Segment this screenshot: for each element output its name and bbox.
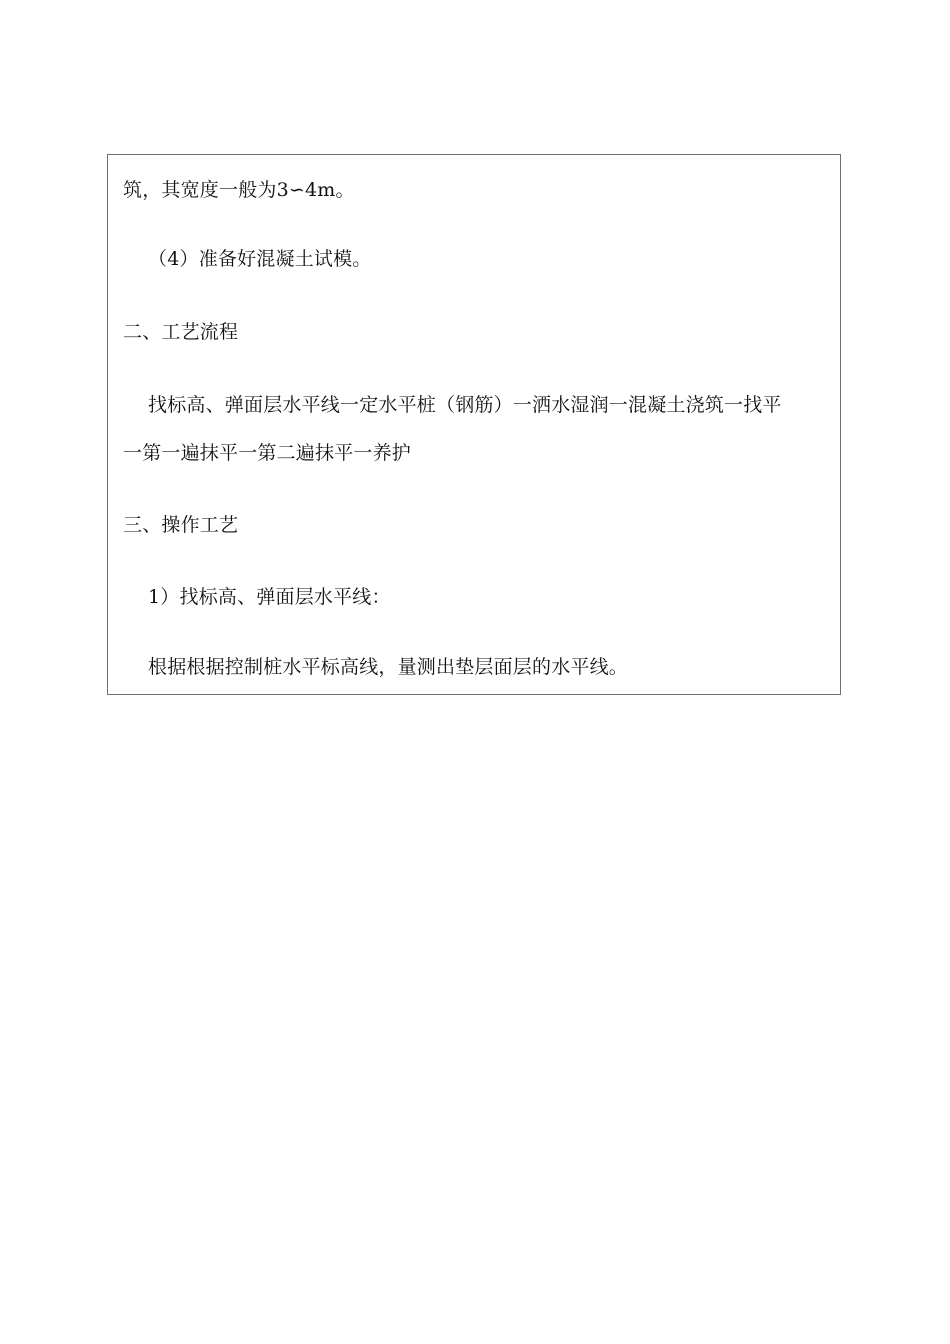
operation-step-1-heading: 1）找标高、弹面层水平线：: [148, 586, 391, 608]
section-heading-operation: 三、操作工艺: [123, 514, 239, 536]
process-flow-line-2: 一第一遍抹平一第二遍抹平一养护: [123, 442, 412, 464]
paragraph-line-1: 筑，其宽度一般为3∽4m。: [123, 179, 355, 201]
content-table-cell: [107, 154, 841, 695]
section-heading-process: 二、工艺流程: [123, 321, 239, 343]
operation-step-1-text: 根据根据控制桩水平标高线，量测出垫层面层的水平线。: [148, 656, 629, 678]
preparation-item-4: （4）准备好混凝土试模。: [148, 248, 372, 270]
process-flow-line-1: 找标高、弹面层水平线一定水平桩（钢筋）一洒水湿润一混凝土浇筑一找平: [148, 394, 782, 416]
